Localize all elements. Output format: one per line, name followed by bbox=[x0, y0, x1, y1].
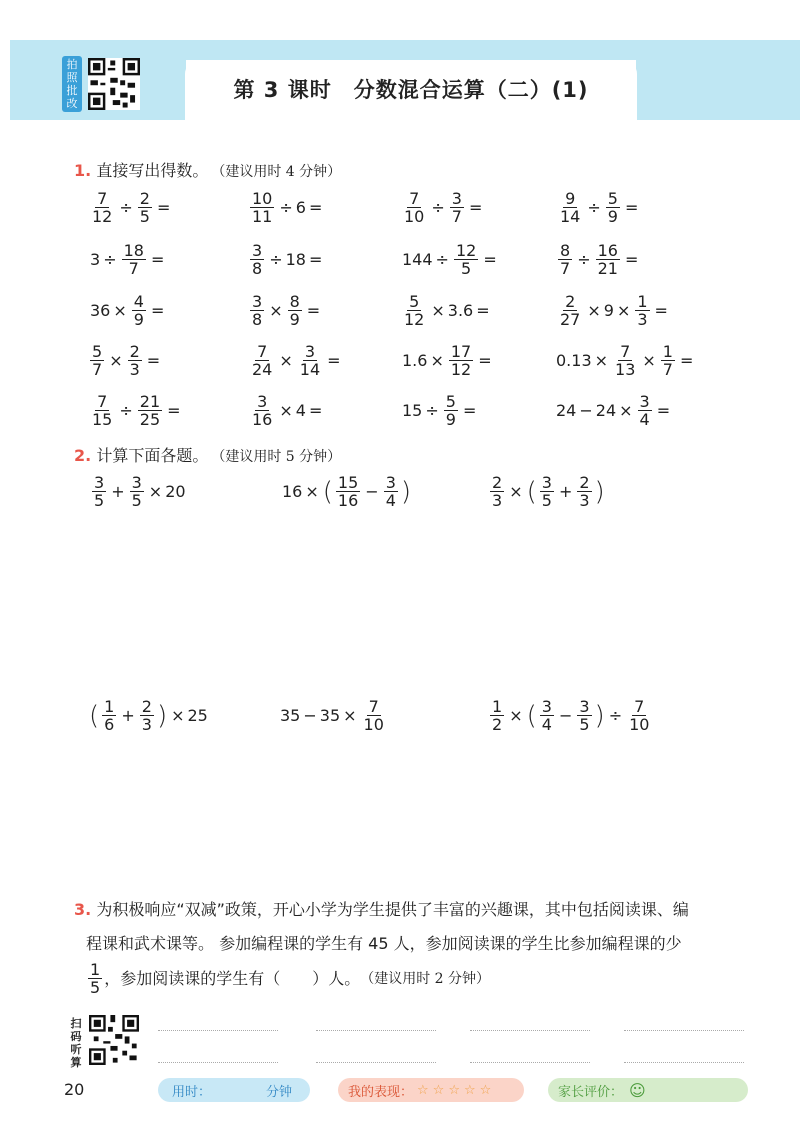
fraction-numerator: 5 bbox=[92, 342, 103, 361]
qr-code-icon[interactable] bbox=[88, 58, 140, 110]
fraction-numerator: 1 bbox=[104, 697, 115, 716]
operator: = bbox=[476, 301, 490, 320]
fraction-numerator: 3 bbox=[639, 392, 650, 411]
operator: × bbox=[616, 301, 631, 320]
question-1-text: 直接写出得数。 bbox=[96, 161, 209, 180]
fraction-numerator: 3 bbox=[94, 473, 105, 492]
fraction bbox=[450, 190, 464, 225]
fraction-numerator: 8 bbox=[289, 292, 300, 311]
fraction bbox=[122, 242, 146, 277]
operator: × bbox=[113, 301, 127, 320]
fraction-denominator: 8 bbox=[252, 310, 263, 329]
fraction-denominator: 27 bbox=[560, 310, 581, 329]
parenthesis: ) bbox=[400, 476, 412, 507]
qr-code-icon[interactable] bbox=[88, 1015, 140, 1065]
fraction bbox=[661, 343, 675, 378]
operator: × bbox=[430, 351, 444, 370]
fraction-numerator: 2 bbox=[141, 697, 152, 716]
fraction-numerator: 7 bbox=[97, 189, 108, 208]
fraction-numerator: 18 bbox=[123, 241, 144, 260]
question-3-answer-blank[interactable]: ，参加阅读课的学生有（ ）人。 bbox=[104, 968, 361, 988]
fraction-numerator: 2 bbox=[129, 342, 140, 361]
operator: ÷ bbox=[119, 401, 133, 420]
operator: × bbox=[431, 301, 445, 320]
question-2-hint: （建议用时 5 分钟） bbox=[218, 449, 342, 465]
operator: = bbox=[167, 401, 181, 420]
answer-line bbox=[316, 1030, 436, 1031]
q1-expr-15 bbox=[402, 343, 495, 378]
operator: = bbox=[462, 401, 477, 420]
operator: = bbox=[468, 198, 483, 217]
q2-expr-6 bbox=[488, 698, 653, 733]
fraction-numerator: 5 bbox=[409, 292, 420, 311]
q1-expr-7 bbox=[402, 242, 500, 277]
fraction-numerator: 2 bbox=[492, 473, 503, 492]
fraction-denominator: 9 bbox=[445, 410, 456, 429]
q1-expr-11 bbox=[400, 293, 493, 328]
q1-expr-13 bbox=[88, 343, 163, 378]
number: 9 bbox=[603, 301, 614, 320]
fraction-numerator: 2 bbox=[139, 189, 150, 208]
fraction-denominator: 7 bbox=[662, 360, 673, 379]
parent-label: 家长评价： bbox=[558, 1084, 624, 1100]
operator: ÷ bbox=[577, 250, 591, 269]
q1-expr-14 bbox=[248, 343, 344, 378]
fraction bbox=[288, 293, 302, 328]
question-3-line-1: 3. 为积极响应“双减”政策，开心小学为学生提供了丰富的兴趣课，其中包括阅读课、编 bbox=[74, 900, 689, 919]
fraction-numerator: 10 bbox=[252, 189, 273, 208]
photo-grade-label: 拍照批改 bbox=[62, 56, 82, 112]
fraction bbox=[558, 190, 582, 225]
q1-expr-6 bbox=[248, 242, 325, 277]
fraction bbox=[454, 242, 478, 277]
operator: × bbox=[148, 482, 163, 501]
number: 24 bbox=[556, 401, 577, 420]
fraction-denominator: 4 bbox=[639, 410, 650, 429]
fraction-numerator: 7 bbox=[620, 342, 631, 361]
operator: = bbox=[624, 250, 639, 269]
fraction-numerator: 15 bbox=[337, 473, 359, 492]
star-icon[interactable]: ☆ bbox=[417, 1082, 429, 1098]
scan-listen-label: 扫码听算 bbox=[70, 1017, 82, 1069]
q1-expr-5 bbox=[90, 242, 167, 277]
fraction-denominator: 3 bbox=[637, 310, 648, 329]
smiley-icon[interactable]: ☺ bbox=[629, 1080, 646, 1100]
fraction-denominator: 12 bbox=[92, 207, 113, 226]
fraction-denominator: 24 bbox=[252, 360, 273, 379]
fraction-numerator: 7 bbox=[634, 697, 645, 716]
time-used-field[interactable] bbox=[158, 1078, 310, 1102]
fraction-numerator: 7 bbox=[368, 697, 379, 716]
fraction bbox=[577, 698, 591, 733]
fraction bbox=[298, 343, 322, 378]
question-3-line-2: 程课和武术课等。 参加编程课的学生有 45 人，参加阅读课的学生比参加编程课的少 bbox=[86, 934, 682, 953]
number: 3.6 bbox=[447, 301, 474, 320]
fraction-denominator: 14 bbox=[299, 360, 321, 379]
fraction-denominator: 3 bbox=[141, 715, 152, 734]
operator: × bbox=[171, 706, 185, 725]
fraction bbox=[102, 698, 116, 733]
fraction bbox=[444, 393, 458, 428]
parenthesis: ( bbox=[89, 700, 100, 731]
q1-expr-8 bbox=[556, 242, 641, 277]
fraction-numerator: 4 bbox=[133, 292, 144, 311]
q1-expr-20 bbox=[556, 393, 673, 428]
fraction bbox=[250, 242, 264, 277]
number: 25 bbox=[187, 706, 208, 725]
fraction bbox=[90, 190, 114, 225]
number: 18 bbox=[285, 250, 306, 269]
fraction-denominator: 5 bbox=[541, 491, 552, 510]
fraction bbox=[138, 393, 162, 428]
operator: ÷ bbox=[269, 250, 283, 269]
fraction bbox=[250, 393, 274, 428]
question-2-text: 计算下面各题。 bbox=[96, 446, 209, 465]
q1-expr-19 bbox=[402, 393, 479, 428]
operator: ÷ bbox=[103, 250, 117, 269]
fraction bbox=[606, 190, 620, 225]
fraction-numerator: 5 bbox=[607, 189, 618, 208]
fraction-denominator: 16 bbox=[252, 410, 273, 429]
page-title: 第 3 课时 分数混合运算（二）(1) bbox=[233, 78, 589, 102]
number: 144 bbox=[402, 250, 433, 269]
fraction-denominator: 7 bbox=[560, 259, 571, 278]
operator: = bbox=[654, 301, 668, 320]
fraction-numerator: 2 bbox=[565, 292, 576, 311]
operator: = bbox=[146, 351, 161, 370]
fraction-denominator: 4 bbox=[385, 491, 396, 510]
fraction-denominator: 9 bbox=[289, 310, 300, 329]
header-band-right bbox=[636, 40, 800, 120]
fraction bbox=[402, 190, 426, 225]
fraction-denominator: 5 bbox=[94, 491, 105, 510]
fraction-numerator: 16 bbox=[597, 241, 618, 260]
star-icon[interactable]: ☆ bbox=[463, 1082, 476, 1098]
fraction-numerator: 17 bbox=[450, 342, 472, 361]
operator: × bbox=[509, 706, 523, 725]
fraction-denominator: 7 bbox=[451, 207, 462, 226]
fraction-denominator: 9 bbox=[607, 207, 618, 226]
operator: − bbox=[365, 482, 379, 501]
fraction bbox=[130, 474, 144, 509]
fraction bbox=[613, 343, 637, 378]
operator: = bbox=[308, 250, 323, 269]
fraction-numerator: 2 bbox=[579, 473, 590, 492]
time-unit: 分钟 bbox=[265, 1084, 292, 1100]
q1-expr-18 bbox=[248, 393, 325, 428]
fraction-denominator: 11 bbox=[252, 207, 273, 226]
fraction-denominator: 5 bbox=[90, 978, 101, 997]
fraction-numerator: 1 bbox=[90, 960, 101, 979]
operator: × bbox=[305, 482, 319, 501]
fraction-denominator: 5 bbox=[461, 259, 472, 278]
fraction-numerator: 5 bbox=[445, 392, 456, 411]
number: 1.6 bbox=[402, 351, 428, 370]
fraction-numerator: 3 bbox=[252, 292, 263, 311]
q1-expr-3 bbox=[400, 190, 485, 225]
fraction bbox=[558, 293, 582, 328]
parent-evaluation bbox=[548, 1078, 748, 1102]
fraction-denominator: 10 bbox=[363, 715, 384, 734]
star-icon[interactable]: ☆ bbox=[448, 1082, 460, 1098]
fraction-denominator: 8 bbox=[252, 259, 263, 278]
operator: + bbox=[558, 482, 573, 501]
question-3-line-3 bbox=[74, 961, 754, 996]
fraction bbox=[140, 698, 154, 733]
fraction-denominator: 12 bbox=[404, 310, 425, 329]
star-icon[interactable]: ☆ bbox=[432, 1082, 445, 1098]
parenthesis: ) bbox=[594, 476, 605, 507]
fraction-denominator: 5 bbox=[139, 207, 150, 226]
operator: − bbox=[558, 706, 573, 725]
fraction bbox=[540, 698, 554, 733]
parenthesis: ( bbox=[526, 476, 537, 507]
q1-expr-16 bbox=[556, 343, 696, 378]
fraction-denominator: 16 bbox=[337, 491, 359, 510]
fraction-numerator: 7 bbox=[409, 189, 420, 208]
q2-expr-3 bbox=[488, 474, 606, 509]
operator: ÷ bbox=[587, 198, 601, 217]
fraction bbox=[90, 343, 104, 378]
fraction-denominator: 7 bbox=[92, 360, 103, 379]
fraction-numerator: 3 bbox=[257, 392, 268, 411]
fraction bbox=[90, 393, 114, 428]
star-icon[interactable]: ☆ bbox=[479, 1082, 492, 1098]
page-top-margin bbox=[0, 0, 800, 40]
operator: ÷ bbox=[431, 198, 445, 217]
fraction-denominator: 2 bbox=[492, 715, 503, 734]
fraction-numerator: 7 bbox=[257, 342, 268, 361]
fraction bbox=[138, 190, 152, 225]
page-number: 20 bbox=[64, 1080, 85, 1099]
fraction-denominator: 10 bbox=[404, 207, 425, 226]
operator: = bbox=[150, 250, 165, 269]
operator: × bbox=[279, 351, 293, 370]
fraction-numerator: 12 bbox=[455, 241, 477, 260]
operator: × bbox=[642, 351, 656, 370]
fraction-numerator: 3 bbox=[385, 473, 396, 492]
question-2-title bbox=[74, 443, 341, 466]
fraction-denominator: 25 bbox=[139, 410, 161, 429]
q2-expr-2 bbox=[282, 474, 412, 509]
parenthesis: ) bbox=[594, 700, 605, 731]
number: 3 bbox=[90, 250, 101, 269]
fraction-numerator: 3 bbox=[304, 342, 316, 361]
fraction-numerator: 3 bbox=[541, 473, 552, 492]
fraction bbox=[558, 242, 572, 277]
fraction-numerator: 1 bbox=[492, 697, 503, 716]
fraction-numerator: 7 bbox=[97, 392, 108, 411]
fraction-denominator: 21 bbox=[597, 259, 618, 278]
q1-expr-9 bbox=[90, 293, 167, 328]
fraction bbox=[92, 474, 106, 509]
q1-expr-4 bbox=[556, 190, 641, 225]
operator: − bbox=[303, 706, 317, 725]
fraction bbox=[635, 293, 649, 328]
fraction-denominator: 10 bbox=[629, 715, 650, 734]
q2-expr-5 bbox=[280, 698, 388, 733]
operator: = bbox=[308, 401, 323, 420]
fraction bbox=[336, 474, 360, 509]
q1-expr-10 bbox=[248, 293, 323, 328]
fraction-numerator: 3 bbox=[131, 473, 142, 492]
operator: × bbox=[587, 301, 601, 320]
fraction-numerator: 3 bbox=[579, 697, 590, 716]
fraction bbox=[627, 698, 651, 733]
fraction-denominator: 15 bbox=[92, 410, 113, 429]
fraction bbox=[250, 343, 274, 378]
fraction bbox=[596, 242, 620, 277]
operator: = bbox=[679, 351, 694, 370]
fraction-denominator: 3 bbox=[579, 491, 590, 510]
fraction bbox=[362, 698, 386, 733]
number: 4 bbox=[295, 401, 306, 420]
question-3 bbox=[74, 893, 754, 996]
operator: ÷ bbox=[279, 198, 293, 217]
operator: × bbox=[343, 706, 357, 725]
answer-line bbox=[470, 1030, 590, 1031]
operator: ÷ bbox=[608, 706, 623, 725]
fraction-denominator: 13 bbox=[615, 360, 636, 379]
number: 24 bbox=[595, 401, 617, 420]
time-label: 用时： bbox=[172, 1084, 212, 1100]
fraction-numerator: 8 bbox=[560, 241, 571, 260]
fraction bbox=[132, 293, 146, 328]
fraction-numerator: 1 bbox=[662, 342, 673, 361]
number: 0.13 bbox=[556, 351, 592, 370]
fraction-denominator: 4 bbox=[541, 715, 552, 734]
fraction bbox=[638, 393, 652, 428]
fraction-denominator: 5 bbox=[579, 715, 590, 734]
q1-expr-12 bbox=[556, 293, 671, 328]
operator: = bbox=[150, 301, 165, 320]
operator: × bbox=[509, 482, 523, 501]
operator: ÷ bbox=[435, 250, 449, 269]
fraction-denominator: 3 bbox=[492, 491, 503, 510]
fraction bbox=[490, 474, 504, 509]
fraction bbox=[449, 343, 473, 378]
answer-line bbox=[158, 1062, 278, 1063]
operator: × bbox=[279, 401, 293, 420]
operator: = bbox=[308, 198, 323, 217]
operator: + bbox=[121, 706, 135, 725]
fraction-denominator: 7 bbox=[128, 259, 139, 278]
fraction-numerator: 3 bbox=[541, 697, 552, 716]
fraction bbox=[128, 343, 142, 378]
operator: × bbox=[619, 401, 633, 420]
fraction bbox=[577, 474, 591, 509]
fraction-denominator: 5 bbox=[131, 491, 142, 510]
performance-label: 我的表现： bbox=[348, 1084, 414, 1100]
number: 36 bbox=[90, 301, 111, 320]
fraction-denominator: 6 bbox=[104, 715, 115, 734]
fraction bbox=[540, 474, 554, 509]
parenthesis: ( bbox=[526, 700, 537, 731]
fraction-denominator: 3 bbox=[129, 360, 140, 379]
q1-expr-1 bbox=[88, 190, 173, 225]
number: 16 bbox=[282, 482, 303, 501]
fraction bbox=[250, 293, 264, 328]
fraction-denominator: 9 bbox=[133, 310, 144, 329]
fraction-numerator: 3 bbox=[451, 189, 462, 208]
question-1-hint: （建议用时 4 分钟） bbox=[218, 164, 342, 180]
number: 20 bbox=[165, 482, 186, 501]
question-3-hint: （建议用时 2 分钟） bbox=[360, 970, 491, 987]
operator: = bbox=[624, 198, 639, 217]
fraction-denominator: 14 bbox=[560, 207, 581, 226]
q2-expr-1 bbox=[90, 474, 186, 509]
operator: × bbox=[594, 351, 609, 370]
fraction-numerator: 1 bbox=[637, 292, 648, 311]
number: 6 bbox=[295, 198, 306, 217]
fraction-denominator: 12 bbox=[450, 360, 472, 379]
operator: − bbox=[579, 401, 593, 420]
fraction bbox=[490, 698, 504, 733]
fraction bbox=[250, 190, 274, 225]
number: 15 bbox=[402, 401, 423, 420]
operator: × bbox=[109, 351, 123, 370]
answer-line bbox=[158, 1030, 278, 1031]
performance-rating bbox=[338, 1078, 524, 1102]
fraction-numerator: 21 bbox=[139, 392, 161, 411]
fraction bbox=[402, 293, 426, 328]
fraction bbox=[384, 474, 398, 509]
answer-line bbox=[624, 1030, 744, 1031]
operator: = bbox=[327, 351, 341, 370]
operator: = bbox=[656, 401, 671, 420]
question-2-number: 2. bbox=[74, 446, 92, 465]
q1-expr-2 bbox=[248, 190, 325, 225]
question-1-title bbox=[74, 158, 341, 181]
operator: = bbox=[156, 198, 171, 217]
operator: × bbox=[269, 301, 283, 320]
parenthesis: ( bbox=[322, 476, 333, 507]
operator: = bbox=[306, 301, 321, 320]
answer-line bbox=[316, 1062, 436, 1063]
q1-expr-17 bbox=[88, 393, 184, 428]
fraction bbox=[88, 961, 102, 996]
number: 35 bbox=[280, 706, 301, 725]
answer-line bbox=[470, 1062, 590, 1063]
answer-line bbox=[624, 1062, 744, 1063]
q2-expr-4 bbox=[88, 698, 208, 733]
operator: + bbox=[111, 482, 125, 501]
number: 35 bbox=[319, 706, 341, 725]
operator: = bbox=[483, 250, 497, 269]
fraction-numerator: 3 bbox=[252, 241, 263, 260]
fraction-numerator: 9 bbox=[565, 189, 576, 208]
operator: ÷ bbox=[119, 198, 133, 217]
question-1-number: 1. bbox=[74, 161, 92, 180]
operator: = bbox=[478, 351, 492, 370]
parenthesis: ) bbox=[156, 700, 168, 731]
operator: ÷ bbox=[425, 401, 439, 420]
